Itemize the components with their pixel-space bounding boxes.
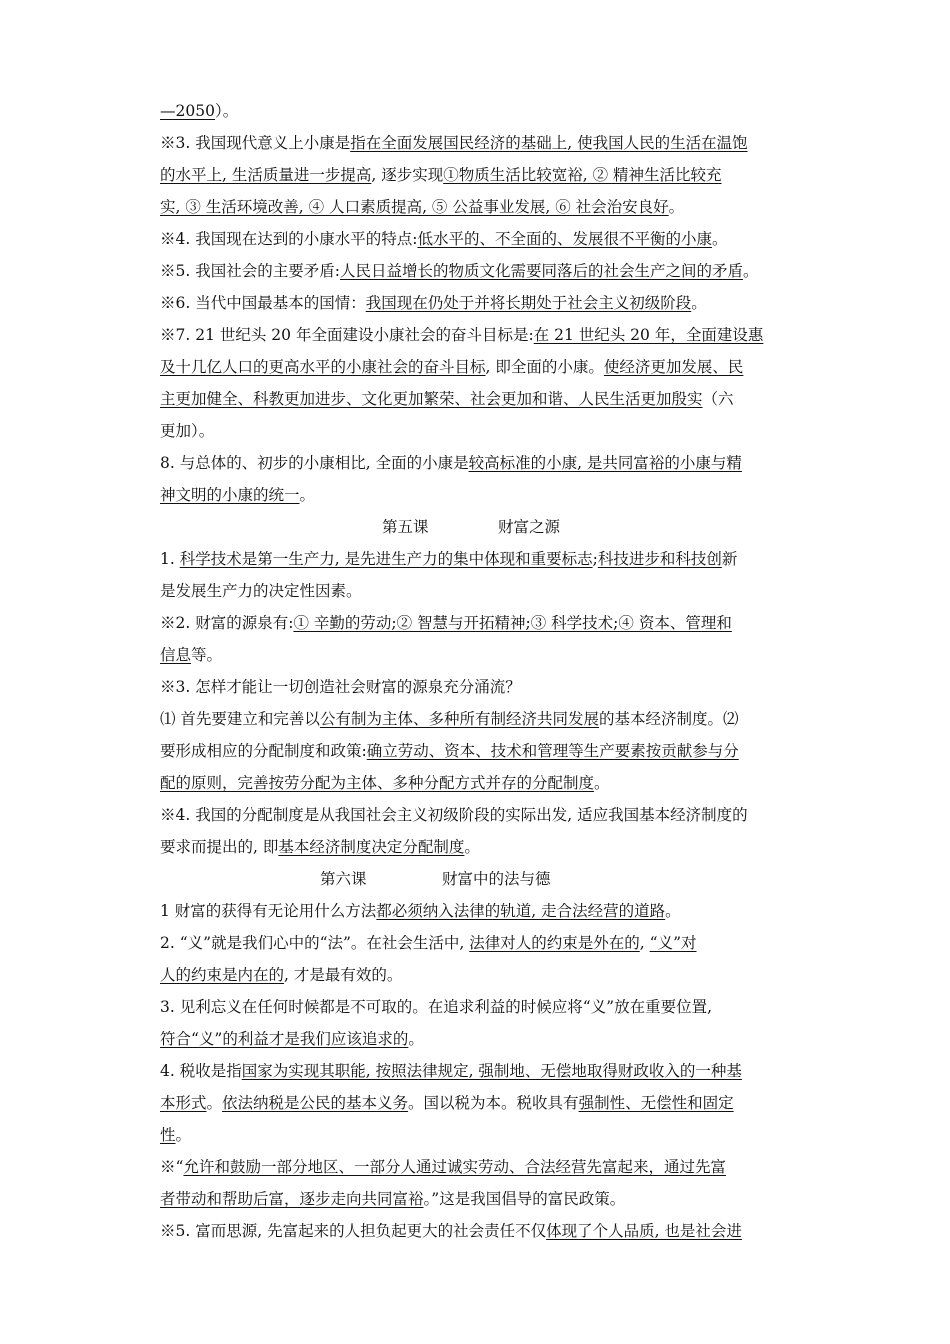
text-line: 要求而提出的, 即基本经济制度决定分配制度。 [160,838,480,856]
text-line: 符合“义”的利益才是我们应该追求的。 [160,1030,424,1048]
text-line: 神文明的小康的统一。 [160,486,316,504]
lesson-title: 财富中的法与德 [442,870,551,888]
text-line: ※2. 财富的源泉有:① 辛勤的劳动;② 智慧与开拓精神;③ 科学技术;④ 资本、管理和 [160,614,732,632]
text-line: 是发展生产力的决定性因素。 [160,582,362,600]
text-line: 实, ③ 生活环境改善, ④ 人口素质提高, ⑤ 公益事业发展, ⑥ 社会治安良好。 [160,198,685,216]
lesson-title: 财富之源 [498,518,561,536]
text-line: ※“允许和鼓励一部分地区、一部分人通过诚实劳动、合法经营先富起来，通过先富 [160,1158,726,1176]
text-line: —2050）。 [160,102,239,120]
text-line: 更加）。 [160,422,215,440]
text-line: 要形成相应的分配制度和政策:确立劳动、资本、技术和管理等生产要素按贡献参与分 [160,742,739,760]
text-line: ※5. 我国社会的主要矛盾:人民日益增长的物质文化需要同落后的社会生产之间的矛盾。 [160,262,759,280]
text-line: 3. 见利忘义在任何时候都是不可取的。在追求利益的时候应将“义”放在重要位置, [160,998,712,1016]
text-line: 4. 税收是指国家为实现其职能, 按照法律规定, 强制地、无偿地取得财政收入的一种基 [160,1062,742,1080]
section-heading [160,516,800,540]
text-line: ⑴ 首先要建立和完善以公有制为主体、多种所有制经济共同发展的基本经济制度。⑵ [160,710,739,728]
text-line: ※7. 21 世纪头 20 年全面建设小康社会的奋斗目标是:在 21 世纪头 20 年，全面建设惠 [160,326,764,344]
text-line: 性。 [160,1126,192,1144]
section-heading [160,868,800,892]
text-line: 8. 与总体的、初步的小康相比, 全面的小康是较高标准的小康, 是共同富裕的小康与精 [160,454,742,472]
text-line: ※4. 我国现在达到的小康水平的特点:低水平的、不全面的、发展很不平衡的小康。 [160,230,728,248]
text-line: 1 财富的获得有无论用什么方法都必须纳入法律的轨道, 走合法经营的道路。 [160,902,681,920]
text-line: 1. 科学技术是第一生产力, 是先进生产力的集中体现和重要标志;科技进步和科技创新 [160,550,738,568]
text-line: ※4. 我国的分配制度是从我国社会主义初级阶段的实际出发, 适应我国基本经济制度的 [160,806,748,824]
text-line: 者带动和帮助后富，逐步走向共同富裕。”这是我国倡导的富民政策。 [160,1190,626,1208]
text-line: 本形式。依法纳税是公民的基本义务。国以税为本。税收具有强制性、无偿性和固定 [160,1094,734,1112]
text-line: 信息等。 [160,646,223,664]
lesson-number: 第五课 [382,518,429,536]
text-line: 的水平上, 生活质量进一步提高, 逐步实现①物质生活比较宽裕, ② 精神生活比较充 [160,166,722,184]
text-line: ※3. 我国现代意义上小康是指在全面发展国民经济的基础上, 使我国人民的生活在温饱 [160,134,748,152]
lesson-number: 第六课 [320,870,367,888]
text-line: ※5. 富而思源, 先富起来的人担负起更大的社会责任不仅体现了个人品质, 也是社会进 [160,1222,742,1240]
text-line: 人的约束是内在的, 才是最有效的。 [160,966,403,984]
text-line: ※6. 当代中国最基本的国情：我国现在仍处于并将长期处于社会主义初级阶段。 [160,294,707,312]
text-line: 主更加健全、科教更加进步、文化更加繁荣、社会更加和谐、人民生活更加殷实（六 [160,390,734,408]
text-line: 及十几亿人口的更高水平的小康社会的奋斗目标, 即全面的小康。使经济更加发展、民 [160,358,744,376]
text-line: 2. “义”就是我们心中的“法”。在社会生活中, 法律对人的约束是外在的, “义”对 [160,934,697,952]
text-line: ※3. 怎样才能让一切创造社会财富的源泉充分涌流？ [160,678,521,696]
text-line: 配的原则，完善按劳分配为主体、多种分配方式并存的分配制度。 [160,774,610,792]
